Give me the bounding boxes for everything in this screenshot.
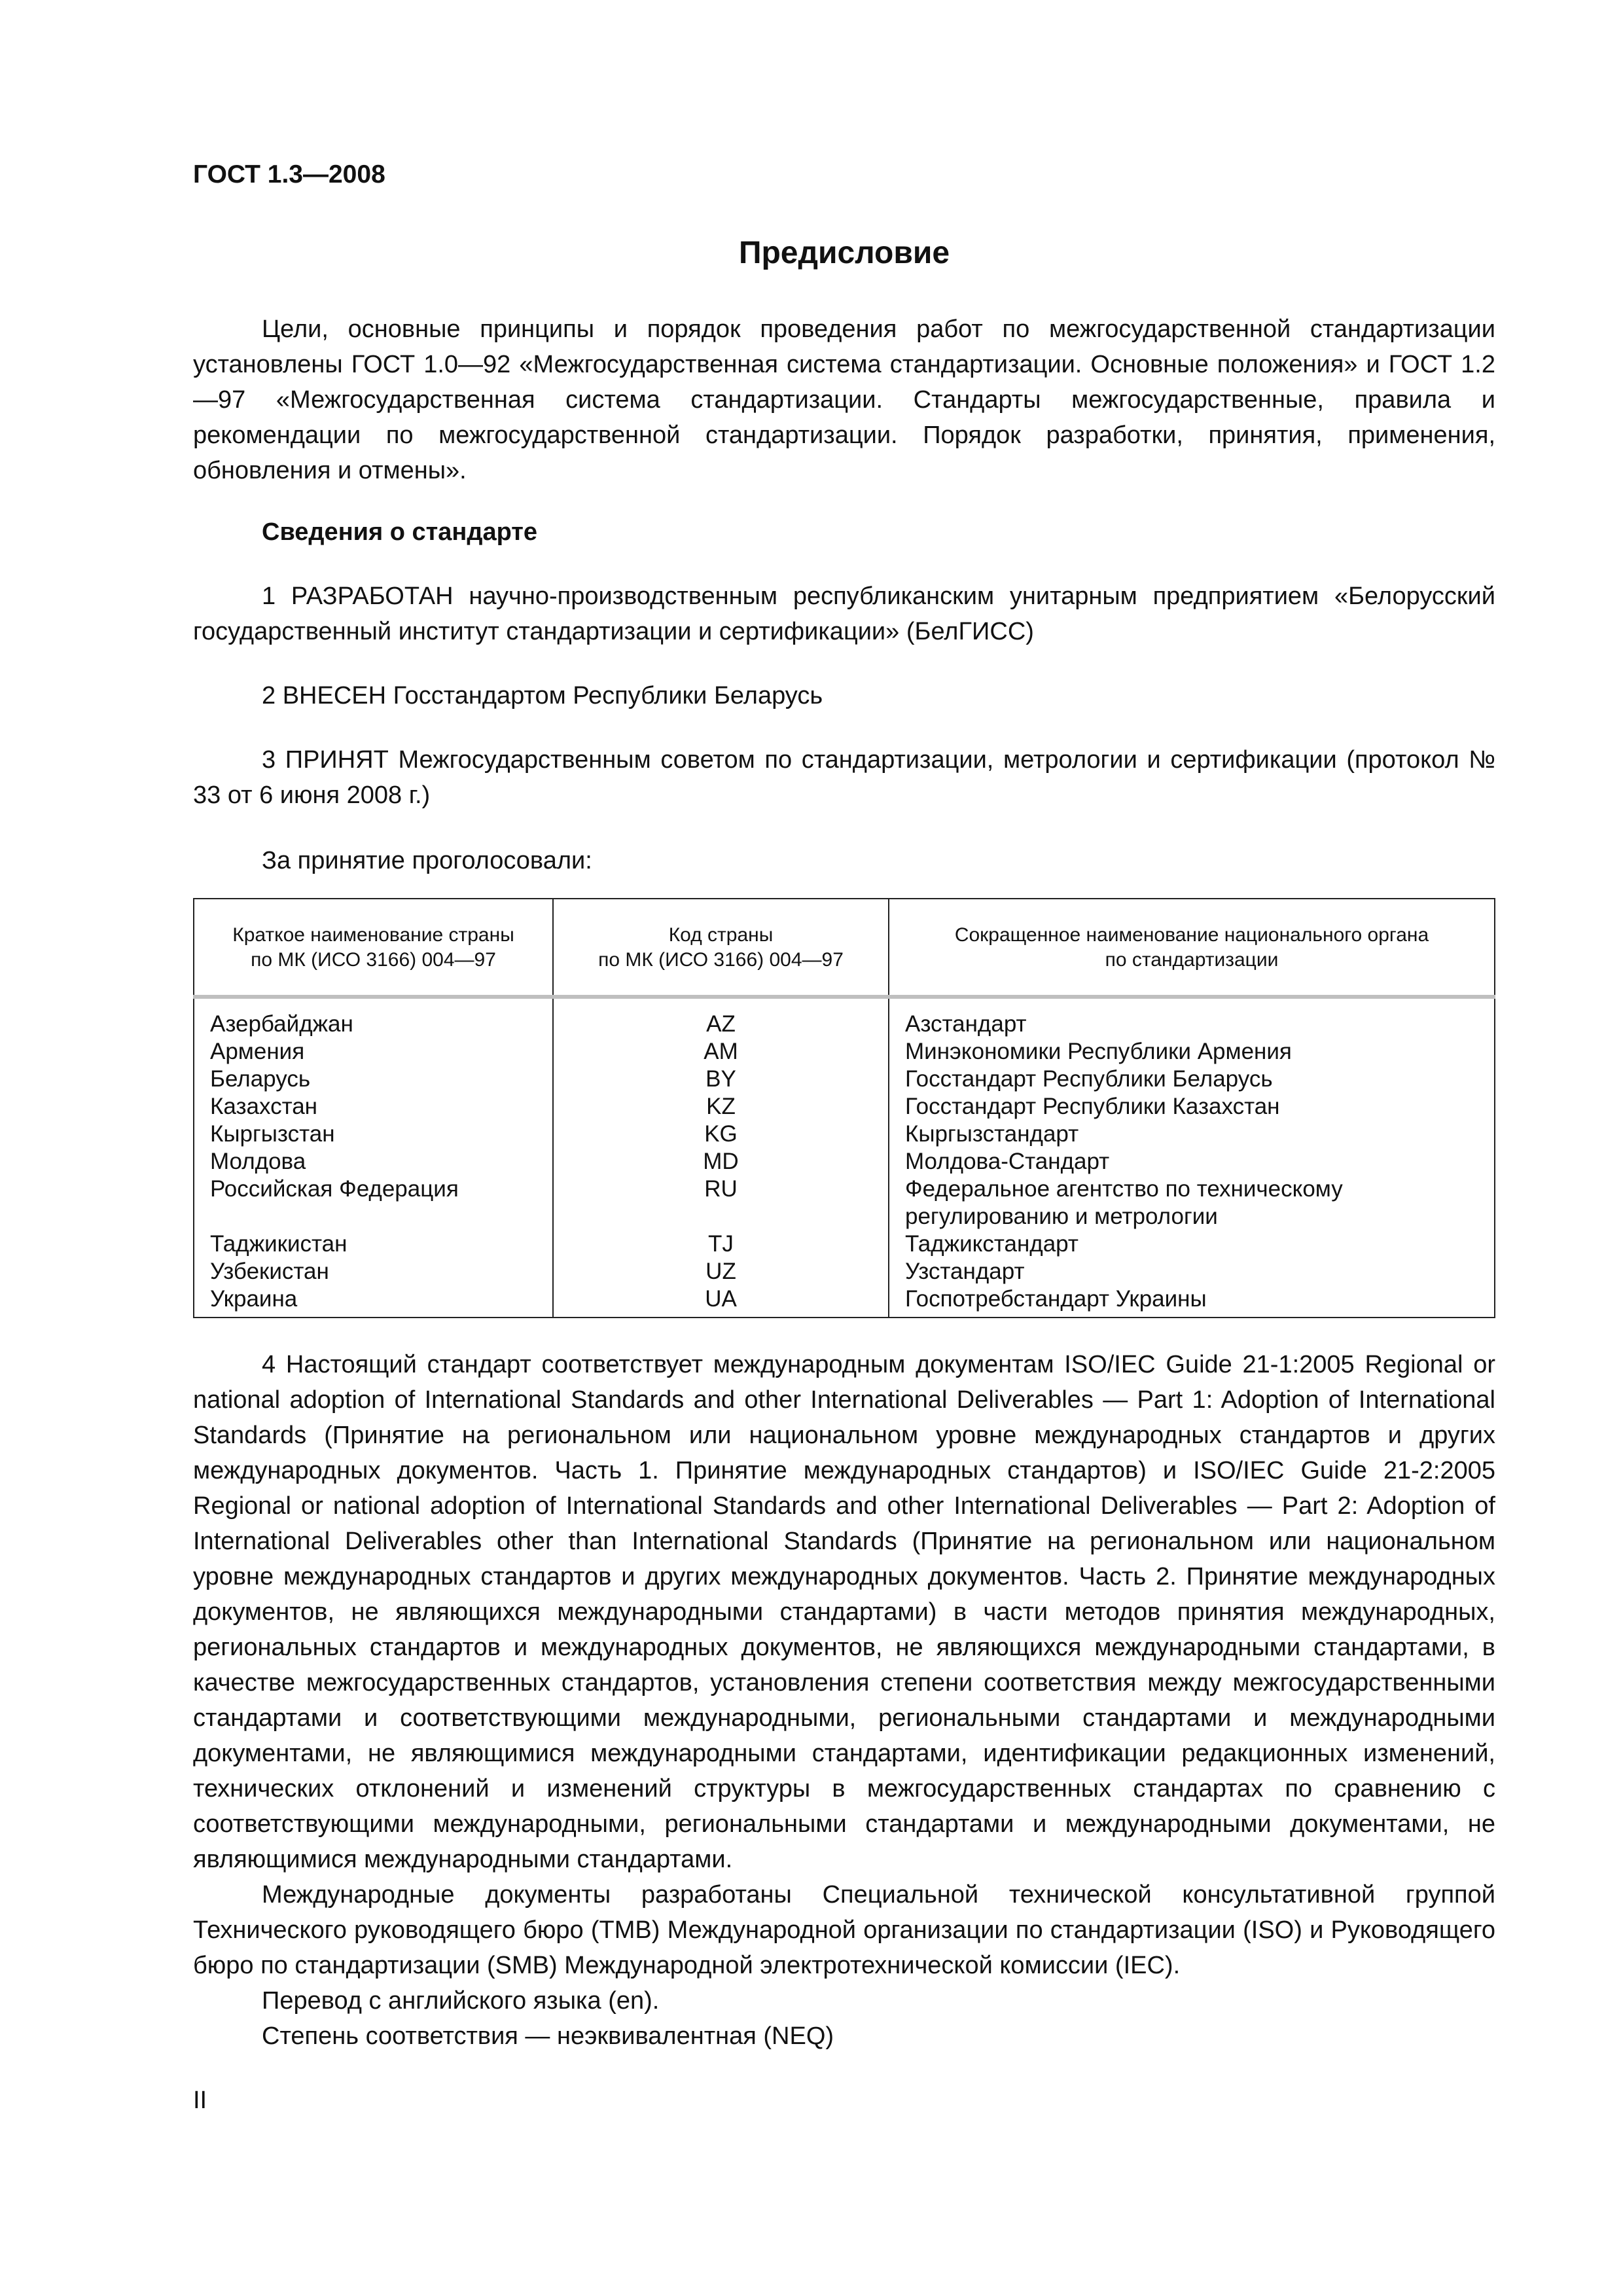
section-heading: Сведения о стандарте [262, 518, 538, 546]
body-cell: Госстандарт Республики Казахстан [889, 1093, 1495, 1121]
country-cell: Таджикистан [194, 1230, 553, 1258]
body-cell: Азстандарт [889, 997, 1495, 1038]
body-cell: Госпотребстандарт Украины [889, 1285, 1495, 1318]
conformity-degree: Степень соответствия — неэквивалентная (NEQ) [262, 2022, 834, 2050]
table-row [194, 997, 1495, 1038]
table-row [194, 1148, 1495, 1175]
body-cell: Госстандарт Республики Беларусь [889, 1066, 1495, 1093]
table-row [194, 1093, 1495, 1121]
code-cell: AZ [553, 997, 889, 1038]
code-cell: KZ [553, 1093, 889, 1121]
table-row [194, 1285, 1495, 1318]
country-cell: Узбекистан [194, 1258, 553, 1285]
item-3-paragraph: 3 ПРИНЯТ Межгосударственным советом по стандартизации, метрологии и сертификации (протокол № 33 от 6 июня 2008 г.) [193, 746, 1495, 809]
table-row [194, 1230, 1495, 1258]
item-2-paragraph: 2 ВНЕСЕН Госстандартом Республики Беларусь [262, 682, 823, 709]
table-body [194, 997, 1495, 1318]
table-row [194, 1175, 1495, 1230]
code-cell: BY [553, 1066, 889, 1093]
table-row [194, 1258, 1495, 1285]
code-cell: UA [553, 1285, 889, 1318]
item-4-documents-paragraph: Международные документы разработаны Специальной технической консультативной группой Технического руководящего бюро (TMB) Международной организации по стандартизации (ISO) и Руководящего бюро по стандартизации (SMB) Международной электротехнической комиссии (IEC). [193, 1881, 1495, 1979]
code-cell: KG [553, 1121, 889, 1148]
header-country-name: Краткое наименование страны по МК (ИСО 3166) 004—97 [194, 899, 553, 997]
code-cell: UZ [553, 1258, 889, 1285]
body-cell: Узстандарт [889, 1258, 1495, 1285]
item-4-paragraph: 4 Настоящий стандарт соответствует международным документам ISO/IEC Guide 21-1:2005 Regional or national adoption of International Standards and other International Deliverables — Part 1: Adoption of International Standards (Принятие на региональном или национальном уровне международных стандартов и других международных документов. Часть 1. Принятие международных стандартов) и ISO/IEC Guide 21-2:2005 Regional or national adoption of International Standards and other International Deliverables — Part 2: Adoption of International Deliverables other than International Standards (Принятие на региональном или национальном уровне международных стандартов и других международных документов. Часть 2. Принятие международных документов, не являющихся международными стандартами) в части методов принятия международных, региональных стандартов и международных документов, не являющихся международными стандартами, в качестве межгосударственных стандартов, установления степени соответствия между межгосударственными стандартами и соответствующими международными, региональными стандартами и международными документами, не являющимися международными стандартами, идентификации редакционных изменений, технических отклонений и изменений структуры в межгосударственных стандартах по сравнению с соответствующими международными, региональными стандартами и международными документами, не являющимися международными стандартами. [193, 1351, 1495, 1873]
table-header-row [194, 899, 1495, 997]
country-cell: Кыргызстан [194, 1121, 553, 1148]
code-cell: AM [553, 1038, 889, 1066]
translation-note: Перевод с английского языка (en). [262, 1987, 660, 2015]
code-cell: MD [553, 1148, 889, 1175]
header-country-code: Код страны по МК (ИСО 3166) 004—97 [553, 899, 889, 997]
country-cell: Беларусь [194, 1066, 553, 1093]
code-cell: TJ [553, 1230, 889, 1258]
intro-paragraph: Цели, основные принципы и порядок проведения работ по межгосударственной стандартизации установлены ГОСТ 1.0—92 «Межгосударственная система стандартизации. Основные положения» и ГОСТ 1.2—97 «Межгосударственная система стандартизации. Стандарты межгосударственные, правила и рекомендации по межгосударственной стандартизации. Порядок разработки, принятия, применения, обновления и отмены». [193, 315, 1495, 484]
body-cell: Минэкономики Республики Армения [889, 1038, 1495, 1066]
table-row [194, 1066, 1495, 1093]
body-cell: Кыргызстандарт [889, 1121, 1495, 1148]
table-row [194, 1121, 1495, 1148]
header-national-body: Сокращенное наименование национального органа по стандартизации [889, 899, 1495, 997]
document-header: ГОСТ 1.3—2008 [193, 160, 385, 188]
document-page [193, 160, 1495, 2054]
item-1-paragraph: 1 РАЗРАБОТАН научно-производственным республиканским унитарным предприятием «Белорусский государственный институт стандартизации и сертификации» (БелГИСС) [193, 583, 1495, 645]
page-title: Предисловие [738, 236, 950, 270]
body-cell: Федеральное агентство по техническому регулированию и метрологии [889, 1175, 1495, 1230]
country-cell: Российская Федерация [194, 1175, 553, 1230]
country-cell: Казахстан [194, 1093, 553, 1121]
voting-table [193, 898, 1495, 1318]
body-cell: Молдова-Стандарт [889, 1148, 1495, 1175]
vote-intro: За принятие проголосовали: [262, 847, 592, 874]
country-cell: Армения [194, 1038, 553, 1066]
table-row [194, 1038, 1495, 1066]
page-number: II [193, 2087, 207, 2114]
country-cell: Азербайджан [194, 997, 553, 1038]
body-cell: Таджикстандарт [889, 1230, 1495, 1258]
country-cell: Молдова [194, 1148, 553, 1175]
code-cell: RU [553, 1175, 889, 1230]
country-cell: Украина [194, 1285, 553, 1318]
